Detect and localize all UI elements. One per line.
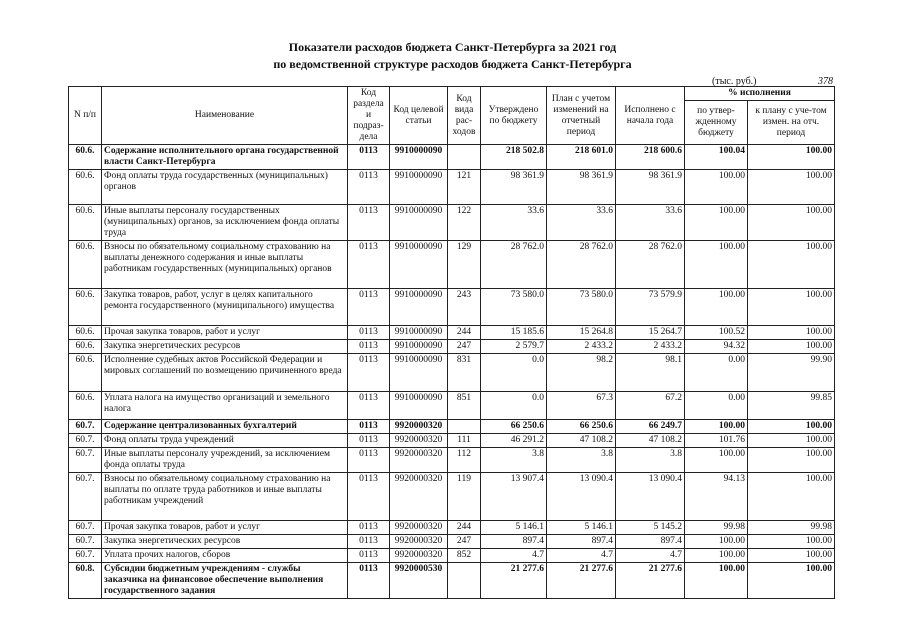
row-kod-vida: 119 bbox=[448, 473, 481, 521]
row-plan: 897.4 bbox=[547, 535, 616, 549]
row-kod-statyi: 9920000320 bbox=[390, 549, 448, 563]
table-row bbox=[69, 549, 835, 563]
row-pct-plan: 100.00 bbox=[748, 170, 835, 205]
row-pct-budget: 100.00 bbox=[685, 563, 748, 599]
row-kod-vida: 852 bbox=[448, 549, 481, 563]
row-name: Закупка энергетических ресурсов bbox=[102, 340, 348, 354]
row-name: Субсидии бюджетным учреждениям - службы заказчика на финансовое обеспечение выполнения государственного задания bbox=[102, 563, 348, 599]
row-ispolneno: 98.1 bbox=[616, 354, 685, 392]
row-kod-vida bbox=[448, 563, 481, 599]
row-kod-razdela: 0113 bbox=[348, 563, 390, 599]
row-kod-vida: 831 bbox=[448, 354, 481, 392]
row-utverzhdeno: 5 146.1 bbox=[481, 521, 547, 535]
row-pct-plan: 100.00 bbox=[748, 326, 835, 340]
row-name: Фонд оплаты труда учреждений bbox=[102, 434, 348, 448]
row-name: Фонд оплаты труда государственных (муниципальных) органов bbox=[102, 170, 348, 205]
row-kod-razdela: 0113 bbox=[348, 289, 390, 326]
row-kod-vida: 244 bbox=[448, 521, 481, 535]
row-pct-plan: 99.90 bbox=[748, 354, 835, 392]
header-pct-budget: по утвер-жденному бюджету bbox=[685, 101, 748, 145]
table-body bbox=[69, 145, 835, 599]
row-kod-razdela: 0113 bbox=[348, 473, 390, 521]
row-name: Взносы по обязательному социальному страхованию на выплаты по оплате труда работников и иные выплаты работникам учреждений bbox=[102, 473, 348, 521]
row-name: Прочая закупка товаров, работ и услуг bbox=[102, 326, 348, 340]
row-plan: 28 762.0 bbox=[547, 241, 616, 289]
header-name: Наименование bbox=[102, 87, 348, 145]
row-num: 60.7. bbox=[69, 549, 102, 563]
row-kod-statyi: 9920000320 bbox=[390, 535, 448, 549]
row-name: Иные выплаты персоналу государственных (муниципальных) органов, за исключением фонда оплаты труда bbox=[102, 205, 348, 241]
row-name: Исполнение судебных актов Российской Федерации и мировых соглашений по возмещению причиненного вреда bbox=[102, 354, 348, 392]
row-kod-statyi: 9910000090 bbox=[390, 354, 448, 392]
row-utverzhdeno: 3.8 bbox=[481, 448, 547, 473]
row-kod-razdela: 0113 bbox=[348, 521, 390, 535]
header-kod-vida: Код вида рас-ходов bbox=[448, 87, 481, 145]
row-plan: 98.2 bbox=[547, 354, 616, 392]
row-kod-statyi: 9910000090 bbox=[390, 340, 448, 354]
row-pct-budget: 94.13 bbox=[685, 473, 748, 521]
row-kod-statyi: 9910000090 bbox=[390, 170, 448, 205]
row-ispolneno: 5 145.2 bbox=[616, 521, 685, 535]
row-num: 60.6. bbox=[69, 392, 102, 420]
row-ispolneno: 218 600.6 bbox=[616, 145, 685, 170]
row-utverzhdeno: 73 580.0 bbox=[481, 289, 547, 326]
row-kod-statyi: 9910000090 bbox=[390, 326, 448, 340]
row-kod-vida: 129 bbox=[448, 241, 481, 289]
row-ispolneno: 73 579.9 bbox=[616, 289, 685, 326]
row-pct-budget: 100.04 bbox=[685, 145, 748, 170]
row-kod-razdela: 0113 bbox=[348, 392, 390, 420]
row-num: 60.8. bbox=[69, 563, 102, 599]
row-pct-plan: 100.00 bbox=[748, 205, 835, 241]
row-num: 60.6. bbox=[69, 205, 102, 241]
row-kod-razdela: 0113 bbox=[348, 340, 390, 354]
header-pct-group: % исполнения bbox=[685, 87, 835, 101]
row-plan: 4.7 bbox=[547, 549, 616, 563]
row-kod-vida: 851 bbox=[448, 392, 481, 420]
row-kod-statyi: 9920000320 bbox=[390, 473, 448, 521]
row-pct-plan: 100.00 bbox=[748, 535, 835, 549]
row-utverzhdeno: 98 361.9 bbox=[481, 170, 547, 205]
row-kod-statyi: 9910000090 bbox=[390, 241, 448, 289]
row-pct-plan: 100.00 bbox=[748, 473, 835, 521]
row-ispolneno: 66 249.7 bbox=[616, 420, 685, 434]
row-kod-razdela: 0113 bbox=[348, 535, 390, 549]
report-title-line1: Показатели расходов бюджета Санкт-Петербурга за 2021 год bbox=[288, 40, 617, 54]
row-kod-vida: 244 bbox=[448, 326, 481, 340]
table-row bbox=[69, 392, 835, 420]
row-plan: 98 361.9 bbox=[547, 170, 616, 205]
row-pct-plan: 100.00 bbox=[748, 145, 835, 170]
table-row bbox=[69, 326, 835, 340]
report-title-line2: по ведомственной структуре расходов бюджета Санкт-Петербурга bbox=[273, 57, 632, 71]
row-kod-razdela: 0113 bbox=[348, 448, 390, 473]
row-plan: 5 146.1 bbox=[547, 521, 616, 535]
row-pct-budget: 99.98 bbox=[685, 521, 748, 535]
row-ispolneno: 13 090.4 bbox=[616, 473, 685, 521]
expenses-table bbox=[68, 86, 835, 599]
header-num: N п/п bbox=[69, 87, 102, 145]
table-header bbox=[69, 87, 835, 145]
row-num: 60.7. bbox=[69, 434, 102, 448]
row-kod-vida: 122 bbox=[448, 205, 481, 241]
row-plan: 66 250.6 bbox=[547, 420, 616, 434]
row-kod-razdela: 0113 bbox=[348, 434, 390, 448]
row-pct-budget: 100.00 bbox=[685, 549, 748, 563]
row-pct-budget: 100.00 bbox=[685, 289, 748, 326]
row-kod-statyi: 9910000090 bbox=[390, 392, 448, 420]
row-utverzhdeno: 33.6 bbox=[481, 205, 547, 241]
row-kod-statyi: 9920000320 bbox=[390, 434, 448, 448]
row-name: Содержание исполнительного органа государственной власти Санкт-Петербурга bbox=[102, 145, 348, 170]
row-utverzhdeno: 0.0 bbox=[481, 354, 547, 392]
row-pct-plan: 100.00 bbox=[748, 434, 835, 448]
row-utverzhdeno: 897.4 bbox=[481, 535, 547, 549]
row-pct-budget: 101.76 bbox=[685, 434, 748, 448]
row-kod-razdela: 0113 bbox=[348, 205, 390, 241]
row-plan: 33.6 bbox=[547, 205, 616, 241]
row-ispolneno: 28 762.0 bbox=[616, 241, 685, 289]
row-num: 60.6. bbox=[69, 170, 102, 205]
row-num: 60.7. bbox=[69, 521, 102, 535]
row-pct-budget: 100.00 bbox=[685, 170, 748, 205]
row-plan: 67.3 bbox=[547, 392, 616, 420]
row-pct-plan: 99.98 bbox=[748, 521, 835, 535]
row-name: Закупка энергетических ресурсов bbox=[102, 535, 348, 549]
row-plan: 73 580.0 bbox=[547, 289, 616, 326]
row-name: Прочая закупка товаров, работ и услуг bbox=[102, 521, 348, 535]
table-row bbox=[69, 145, 835, 170]
row-pct-budget: 0.00 bbox=[685, 392, 748, 420]
row-kod-vida: 112 bbox=[448, 448, 481, 473]
table-row bbox=[69, 205, 835, 241]
row-plan: 2 433.2 bbox=[547, 340, 616, 354]
row-ispolneno: 33.6 bbox=[616, 205, 685, 241]
row-pct-budget: 100.00 bbox=[685, 448, 748, 473]
row-kod-vida: 121 bbox=[448, 170, 481, 205]
row-pct-budget: 100.00 bbox=[685, 205, 748, 241]
row-pct-plan: 100.00 bbox=[748, 563, 835, 599]
row-ispolneno: 98 361.9 bbox=[616, 170, 685, 205]
header-utverzhdeno: Утверждено по бюджету bbox=[481, 87, 547, 145]
row-name: Уплата прочих налогов, сборов bbox=[102, 549, 348, 563]
row-pct-plan: 100.00 bbox=[748, 420, 835, 434]
table-row bbox=[69, 473, 835, 521]
row-num: 60.6. bbox=[69, 241, 102, 289]
row-pct-plan: 100.00 bbox=[748, 289, 835, 326]
table-row bbox=[69, 354, 835, 392]
table-row bbox=[69, 289, 835, 326]
row-name: Закупка товаров, работ, услуг в целях капитального ремонта государственного (муниципального) имущества bbox=[102, 289, 348, 326]
row-ispolneno: 21 277.6 bbox=[616, 563, 685, 599]
row-pct-budget: 100.52 bbox=[685, 326, 748, 340]
table-row bbox=[69, 535, 835, 549]
row-pct-plan: 100.00 bbox=[748, 340, 835, 354]
row-plan: 21 277.6 bbox=[547, 563, 616, 599]
table-row bbox=[69, 563, 835, 599]
header-kod-statyi: Код целевой статьи bbox=[390, 87, 448, 145]
row-kod-statyi: 9920000530 bbox=[390, 563, 448, 599]
row-kod-statyi: 9910000090 bbox=[390, 145, 448, 170]
row-num: 60.7. bbox=[69, 420, 102, 434]
header-ispolneno: Исполнено с начала года bbox=[616, 87, 685, 145]
row-plan: 13 090.4 bbox=[547, 473, 616, 521]
row-plan: 15 264.8 bbox=[547, 326, 616, 340]
row-name: Содержание централизованных бухгалтерий bbox=[102, 420, 348, 434]
table-row bbox=[69, 170, 835, 205]
row-num: 60.6. bbox=[69, 326, 102, 340]
row-kod-vida: 247 bbox=[448, 340, 481, 354]
row-utverzhdeno: 0.0 bbox=[481, 392, 547, 420]
row-pct-budget: 94.32 bbox=[685, 340, 748, 354]
row-kod-razdela: 0113 bbox=[348, 326, 390, 340]
row-pct-plan: 100.00 bbox=[748, 241, 835, 289]
row-kod-statyi: 9920000320 bbox=[390, 521, 448, 535]
row-ispolneno: 67.2 bbox=[616, 392, 685, 420]
row-kod-vida: 247 bbox=[448, 535, 481, 549]
row-kod-vida bbox=[448, 145, 481, 170]
row-kod-razdela: 0113 bbox=[348, 420, 390, 434]
row-num: 60.6. bbox=[69, 354, 102, 392]
row-pct-plan: 100.00 bbox=[748, 549, 835, 563]
row-utverzhdeno: 28 762.0 bbox=[481, 241, 547, 289]
row-num: 60.6. bbox=[69, 145, 102, 170]
row-ispolneno: 897.4 bbox=[616, 535, 685, 549]
units-label: (тыс. руб.) bbox=[712, 76, 757, 87]
row-kod-statyi: 9910000090 bbox=[390, 205, 448, 241]
row-utverzhdeno: 13 907.4 bbox=[481, 473, 547, 521]
header-plan: План с учетом изменений на отчетный период bbox=[547, 87, 616, 145]
page-number: 378 bbox=[818, 76, 833, 87]
row-plan: 3.8 bbox=[547, 448, 616, 473]
row-kod-razdela: 0113 bbox=[348, 241, 390, 289]
row-pct-budget: 100.00 bbox=[685, 420, 748, 434]
row-utverzhdeno: 21 277.6 bbox=[481, 563, 547, 599]
row-name: Взносы по обязательному социальному страхованию на выплаты денежного содержания и иные выплаты работникам государственных (муниципальных) органов bbox=[102, 241, 348, 289]
row-ispolneno: 15 264.7 bbox=[616, 326, 685, 340]
table-row bbox=[69, 521, 835, 535]
row-utverzhdeno: 66 250.6 bbox=[481, 420, 547, 434]
row-pct-budget: 100.00 bbox=[685, 241, 748, 289]
row-utverzhdeno: 2 579.7 bbox=[481, 340, 547, 354]
row-utverzhdeno: 4.7 bbox=[481, 549, 547, 563]
row-kod-statyi: 9910000090 bbox=[390, 289, 448, 326]
row-kod-vida: 111 bbox=[448, 434, 481, 448]
row-utverzhdeno: 46 291.2 bbox=[481, 434, 547, 448]
header-pct-plan: к плану с уче-том измен. на отч. период bbox=[748, 101, 835, 145]
row-ispolneno: 2 433.2 bbox=[616, 340, 685, 354]
row-pct-budget: 100.00 bbox=[685, 535, 748, 549]
row-kod-vida: 243 bbox=[448, 289, 481, 326]
row-num: 60.7. bbox=[69, 473, 102, 521]
row-name: Иные выплаты персоналу учреждений, за исключением фонда оплаты труда bbox=[102, 448, 348, 473]
row-num: 60.6. bbox=[69, 340, 102, 354]
row-ispolneno: 47 108.2 bbox=[616, 434, 685, 448]
header-kod-razdela: Код раздела и подраз-дела bbox=[348, 87, 390, 145]
row-plan: 218 601.0 bbox=[547, 145, 616, 170]
row-num: 60.7. bbox=[69, 448, 102, 473]
row-kod-vida bbox=[448, 420, 481, 434]
row-pct-plan: 99.85 bbox=[748, 392, 835, 420]
row-kod-razdela: 0113 bbox=[348, 170, 390, 205]
row-utverzhdeno: 15 185.6 bbox=[481, 326, 547, 340]
table-row bbox=[69, 420, 835, 434]
row-ispolneno: 4.7 bbox=[616, 549, 685, 563]
row-pct-budget: 0.00 bbox=[685, 354, 748, 392]
table-row bbox=[69, 434, 835, 448]
row-kod-razdela: 0113 bbox=[348, 354, 390, 392]
row-plan: 47 108.2 bbox=[547, 434, 616, 448]
table-row bbox=[69, 448, 835, 473]
row-pct-plan: 100.00 bbox=[748, 448, 835, 473]
row-kod-statyi: 9920000320 bbox=[390, 420, 448, 434]
table-row bbox=[69, 241, 835, 289]
row-kod-razdela: 0113 bbox=[348, 549, 390, 563]
row-ispolneno: 3.8 bbox=[616, 448, 685, 473]
row-utverzhdeno: 218 502.8 bbox=[481, 145, 547, 170]
row-kod-statyi: 9920000320 bbox=[390, 448, 448, 473]
row-name: Уплата налога на имущество организаций и земельного налога bbox=[102, 392, 348, 420]
row-num: 60.6. bbox=[69, 289, 102, 326]
table-row bbox=[69, 340, 835, 354]
row-num: 60.7. bbox=[69, 535, 102, 549]
row-kod-razdela: 0113 bbox=[348, 145, 390, 170]
